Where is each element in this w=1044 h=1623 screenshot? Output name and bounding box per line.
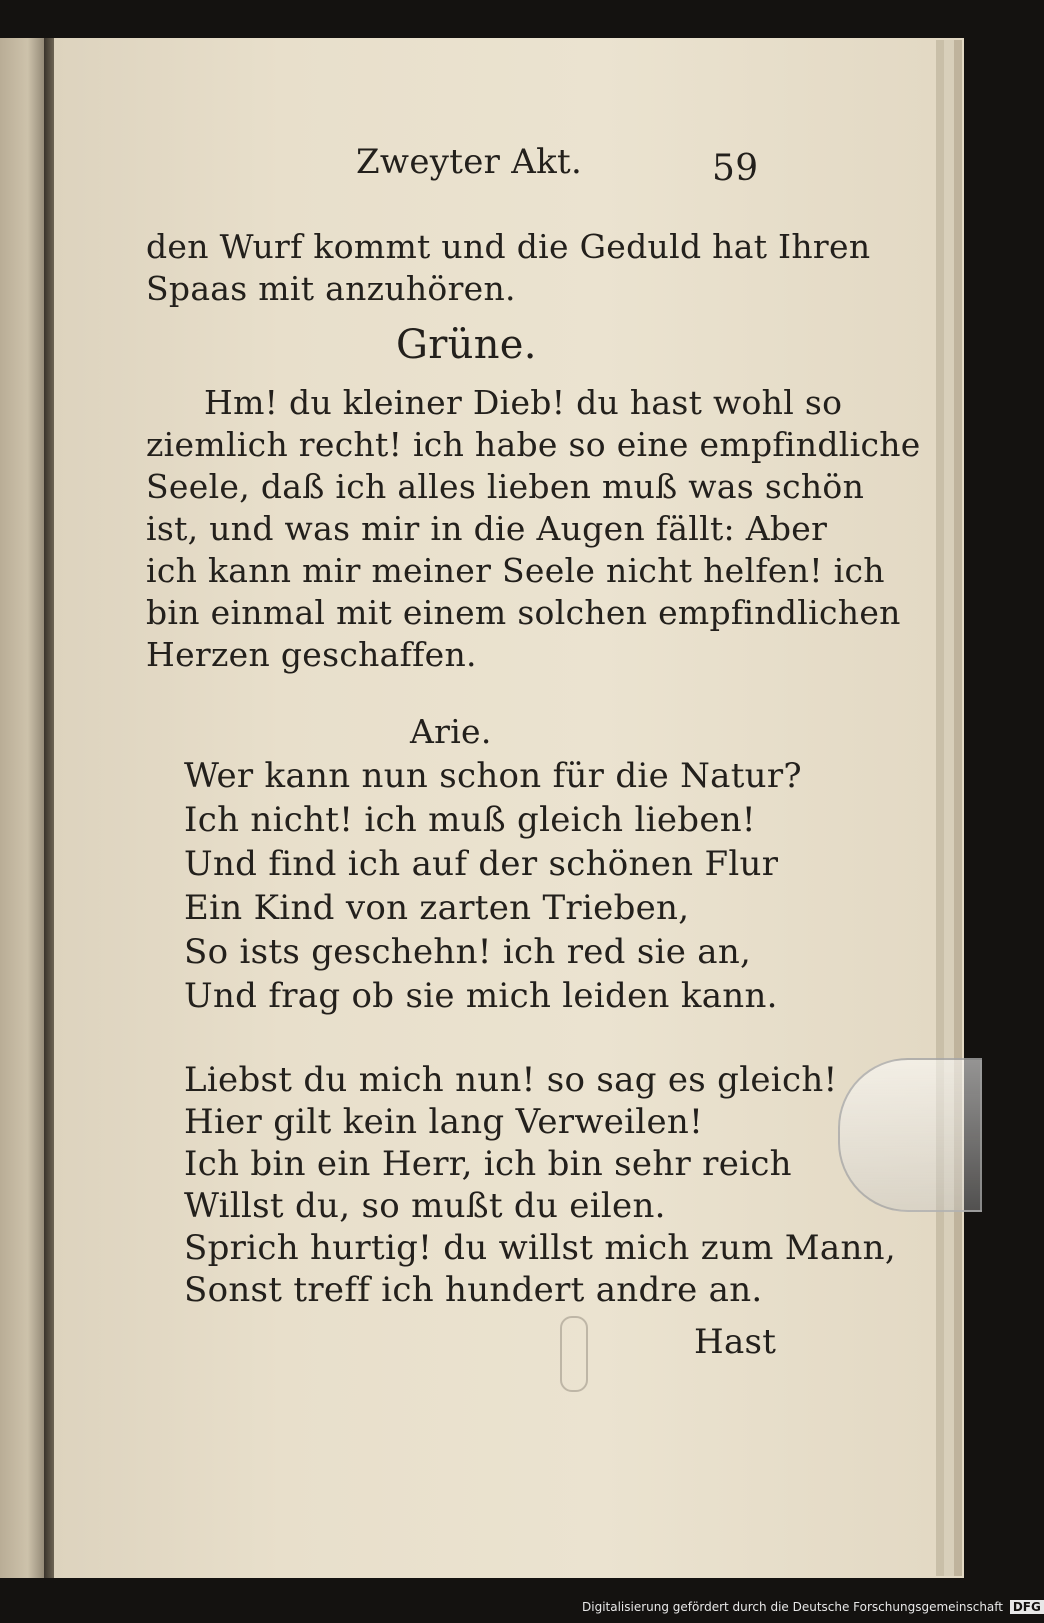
- verse-line: Willst du, so mußt du eilen.: [184, 1186, 666, 1226]
- footer-text: Digitalisierung gefördert durch die Deutsche Forschungsgemeinschaft: [582, 1600, 1004, 1614]
- ink-stain: [560, 1316, 588, 1392]
- text-line: ziemlich recht! ich habe so eine empfindliche: [146, 425, 921, 464]
- text-line: ist, und was mir in die Augen fällt: Aber: [146, 509, 828, 548]
- text-line: Herzen geschaffen.: [146, 635, 477, 674]
- verse-line: Und find ich auf der schönen Flur: [184, 844, 779, 884]
- funding-footer: [582, 1600, 1044, 1614]
- page-edge: [944, 40, 954, 1576]
- verse-line: Sprich hurtig! du willst mich zum Mann,: [184, 1228, 896, 1268]
- text-line: Seele, daß ich alles lieben muß was schön: [146, 467, 865, 506]
- running-head: Zweyter Akt.: [356, 142, 583, 182]
- text-line: den Wurf kommt und die Geduld hat Ihren: [146, 227, 871, 266]
- page-number: 59: [712, 148, 759, 189]
- text-line: bin einmal mit einem solchen empfindlichen: [146, 593, 901, 632]
- verse-line: Ich bin ein Herr, ich bin sehr reich: [184, 1144, 792, 1184]
- page-clip: [838, 1058, 982, 1212]
- page-edge: [954, 40, 962, 1576]
- text-line: Spaas mit anzuhören.: [146, 269, 516, 308]
- verse-line: Liebst du mich nun! so sag es gleich!: [184, 1060, 838, 1100]
- verse-line: Sonst treff ich hundert andre an.: [184, 1270, 763, 1310]
- verse-line: Wer kann nun schon für die Natur?: [184, 756, 802, 796]
- left-page-edge: [0, 38, 46, 1578]
- verse-line: So ists geschehn! ich red sie an,: [184, 932, 752, 972]
- book-gutter: [44, 38, 54, 1578]
- verse-line: Ein Kind von zarten Trieben,: [184, 888, 690, 928]
- speaker-name: Grüne.: [396, 322, 537, 368]
- verse-line: Hier gilt kein lang Verweilen!: [184, 1102, 704, 1142]
- text-line: ich kann mir meiner Seele nicht helfen! ich: [146, 551, 885, 590]
- verse-line: Ich nicht! ich muß gleich lieben!: [184, 800, 756, 840]
- text-line: Hm! du kleiner Dieb! du hast wohl so: [204, 383, 843, 422]
- page-edge: [936, 40, 944, 1576]
- catchword: Hast: [694, 1322, 777, 1362]
- aria-title: Arie.: [410, 712, 492, 751]
- verse-line: Und frag ob sie mich leiden kann.: [184, 976, 778, 1016]
- dfg-logo: DFG: [1010, 1600, 1044, 1614]
